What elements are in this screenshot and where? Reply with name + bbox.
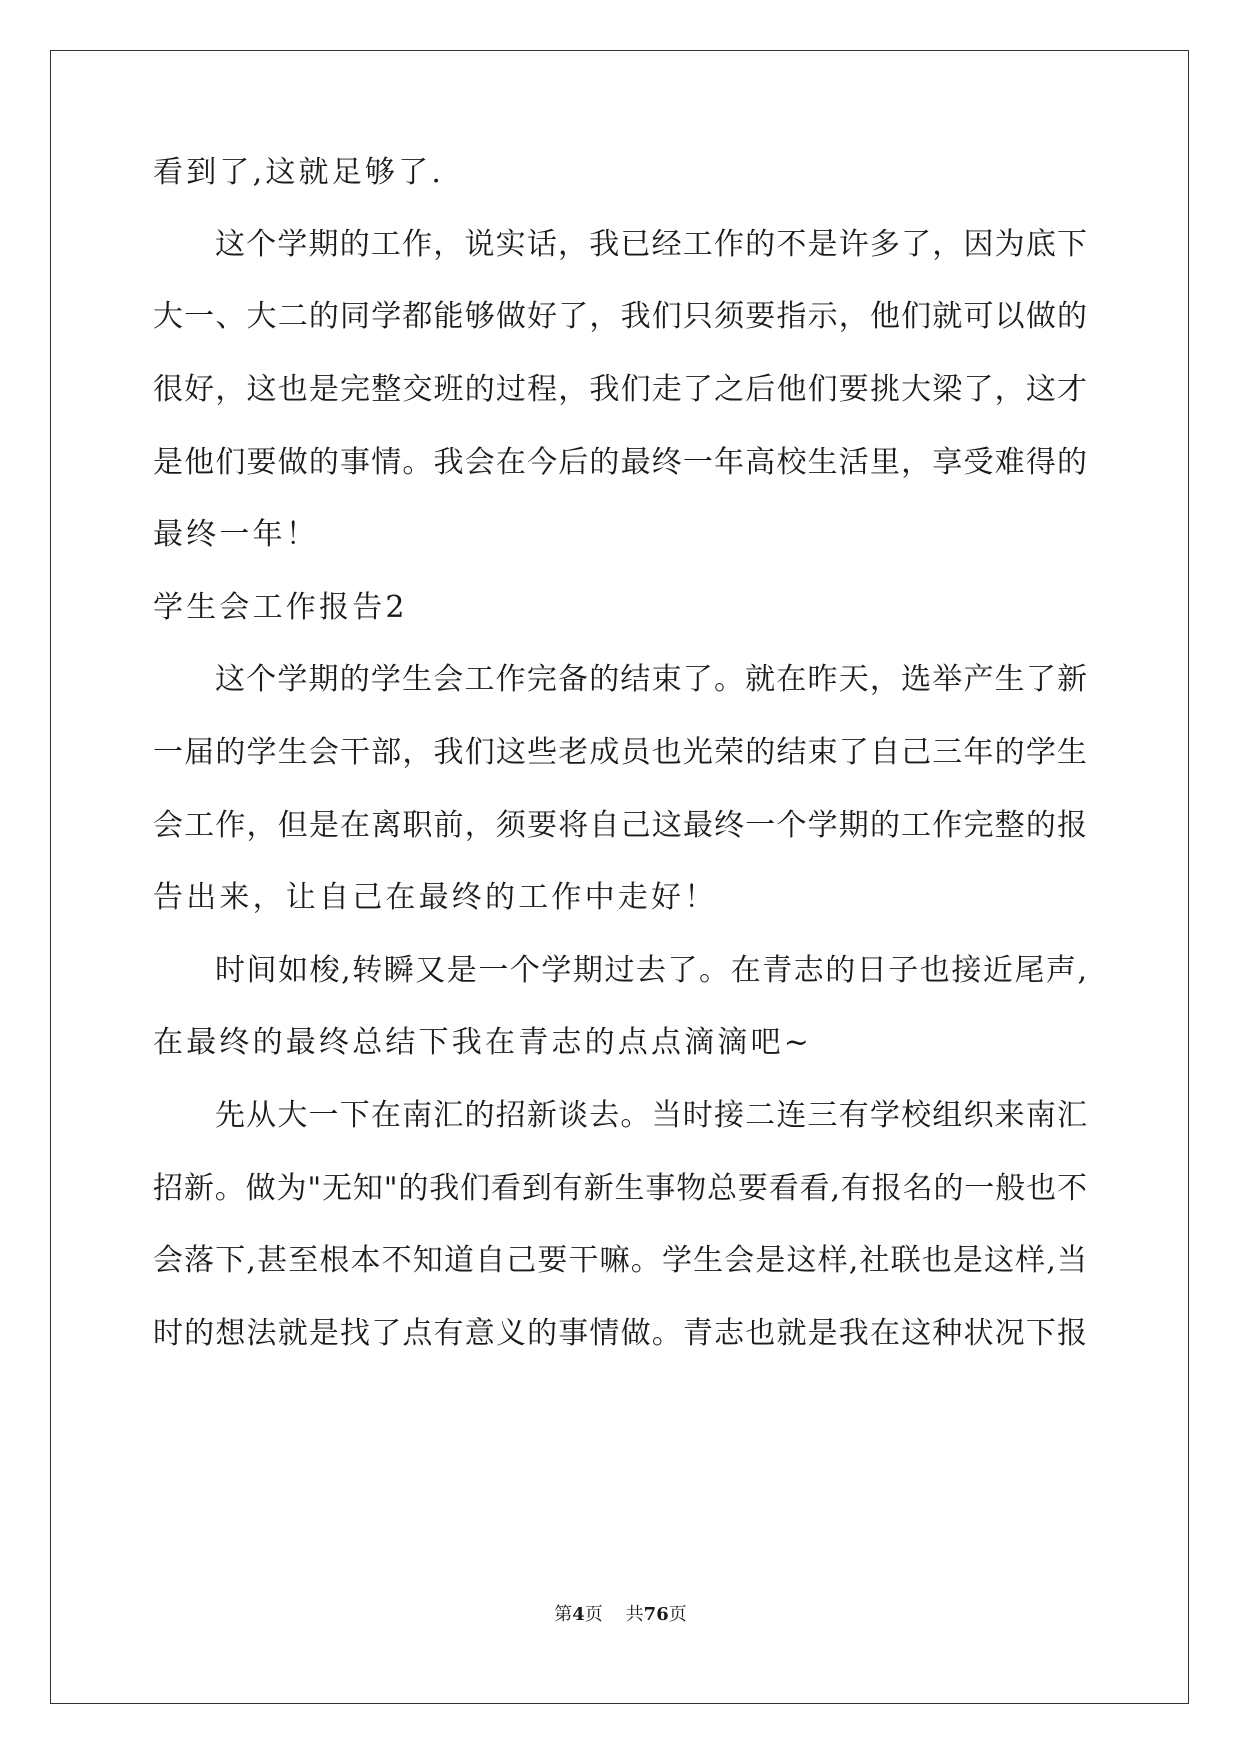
text-line: 大一、大二的同学都能够做好了，我们只须要指示，他们就可以做的 [153, 299, 1087, 334]
text-line: 这个学期的学生会工作完备的结束了。就在昨天，选举产生了新 [215, 662, 1087, 697]
text-line: 招新。做为"无知"的我们看到有新生事物总要看看,有报名的一般也不 [153, 1171, 1087, 1206]
page-footer [0, 1603, 1241, 1627]
text-line: 会落下,甚至根本不知道自己要干嘛。学生会是这样,社联也是这样,当 [153, 1243, 1087, 1278]
text-line: 时间如梭,转瞬又是一个学期过去了。在青志的日子也接近尾声, [215, 953, 1087, 988]
text-line: 这个学期的工作，说实话，我已经工作的不是许多了，因为底下 [215, 227, 1087, 262]
text-line: 一届的学生会干部，我们这些老成员也光荣的结束了自己三年的学生 [153, 735, 1087, 770]
text-line: 很好，这也是完整交班的过程，我们走了之后他们要挑大梁了，这才 [153, 372, 1087, 407]
text-line: 告出来，让自己在最终的工作中走好！ [153, 880, 718, 915]
text-line: 是他们要做的事情。我会在今后的最终一年高校生活里，享受难得的 [153, 445, 1087, 480]
text-line: 会工作，但是在离职前，须要将自己这最终一个学期的工作完整的报 [153, 808, 1087, 843]
text-line: 最终一年！ [153, 517, 319, 552]
text-line: 在最终的最终总结下我在青志的点点滴滴吧~ [153, 1025, 813, 1060]
footer-page-number: 4 [572, 1604, 585, 1625]
text-line: 看到了,这就足够了. [153, 155, 445, 190]
footer-suffix: 页 [668, 1604, 687, 1625]
section-heading: 学生会工作报告2 [153, 590, 408, 625]
text-line: 时的想法就是找了点有意义的事情做。青志也就是我在这种状况下报 [153, 1316, 1087, 1351]
footer-total-pages: 76 [643, 1604, 669, 1625]
footer-prefix: 第 [554, 1604, 573, 1625]
text-line: 先从大一下在南汇的招新谈去。当时接二连三有学校组织来南汇 [215, 1098, 1087, 1133]
footer-mid: 页 共 [584, 1604, 644, 1625]
